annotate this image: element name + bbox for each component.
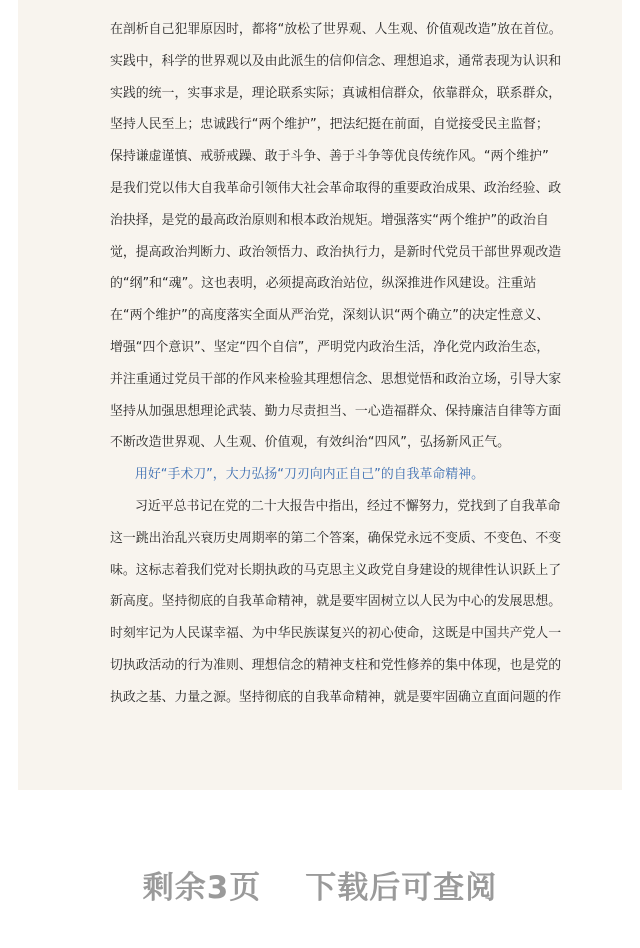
paragraph1-line: 不断改造世界观、人生观、价值观，有效纠治“四风”，弘扬新风正气。	[110, 435, 511, 451]
paragraph1-line: 是我们党以伟大自我革命引领伟大社会革命取得的重要政治成果、政治经验、政	[110, 180, 562, 196]
paragraph2-line: 习近平总书记在党的二十大报告中指出，经过不懈努力，党找到了自我革命	[135, 498, 561, 514]
paragraph1-line: 治抉择，是党的最高政治原则和根本政治规矩。增强落实“两个维护”的政治自	[110, 212, 549, 228]
document-text	[110, 14, 562, 714]
paragraph2-line: 执政之基、力量之源。坚持彻底的自我革命精神，就是要牢固确立直面问题的作	[110, 689, 562, 705]
paragraph1-line: 实践的统一，实事求是，理论联系实际；真诚相信群众，依靠群众，联系群众，	[110, 85, 562, 101]
paragraph1-line: 在剖析自己犯罪原因时，都将“放松了世界观、人生观、价值观改造”放在首位。	[110, 22, 562, 37]
paragraph1-line: 的“纲”和“魂”。这也表明，必须提高政治站位，纵深推进作风建设。注重站	[110, 276, 537, 292]
paragraph1-line: 并注重通过党员干部的作风来检验其理想信念、思想觉悟和政治立场，引导大家	[110, 371, 562, 387]
paragraph1-line: 增强“四个意识”、坚定“四个自信”，严明党内政治生活，净化党内政治生态，	[110, 339, 550, 355]
paragraph1-line: 坚持人民至上；忠诚践行“两个维护”，把法纪挺在前面，自觉接受民主监督；	[110, 117, 549, 133]
paragraph1-line: 坚持从加强思想理论武装、勤力尽责担当、一心造福群众、保持廉洁自律等方面	[110, 403, 562, 419]
paragraph1-line: 保持谦虚谨慎、戒骄戒躁、敢于斗争、善于斗争等优良传统作风。“两个维护”	[110, 149, 549, 165]
download-prompt-text[interactable]: 下载后可查阅	[305, 870, 498, 906]
paragraph2-line: 新高度。坚持彻底的自我革命精神，就是要牢固树立以人民为中心的发展思想。	[110, 594, 562, 610]
paragraph2-line: 切执政活动的行为准则、理想信念的精神支柱和党性修养的集中体现，也是党的	[110, 657, 562, 673]
paragraph1-line: 觉，提高政治判断力、政治领悟力、政治执行力，是新时代党员干部世界观改造	[110, 244, 562, 260]
paragraph2-line: 味。这标志着我们党对长期执政的马克思主义政党自身建设的规律性认识跃上了	[110, 562, 562, 578]
paragraph2-line: 这一跳出治乱兴衰历史周期率的第二个答案，确保党永远不变质、不变色、不变	[110, 530, 562, 546]
download-banner[interactable]	[0, 862, 640, 907]
paragraph1-line: 在“两个维护”的高度落实全面从严治党，深刻认识“两个确立”的决定性意义、	[110, 308, 550, 324]
paragraph1-line: 实践中，科学的世界观以及由此派生的信仰信念、理想追求，通常表现为认识和	[110, 53, 562, 69]
section-heading: 用好“手术刀”，大力弘扬“刀刃向内正自己”的自我革命精神。	[135, 467, 484, 483]
paragraph2-line: 时刻牢记为人民谋幸福、为中华民族谋复兴的初心使命，这既是中国共产党人一	[110, 626, 562, 642]
remaining-pages-text[interactable]: 剩余3页	[142, 870, 262, 906]
